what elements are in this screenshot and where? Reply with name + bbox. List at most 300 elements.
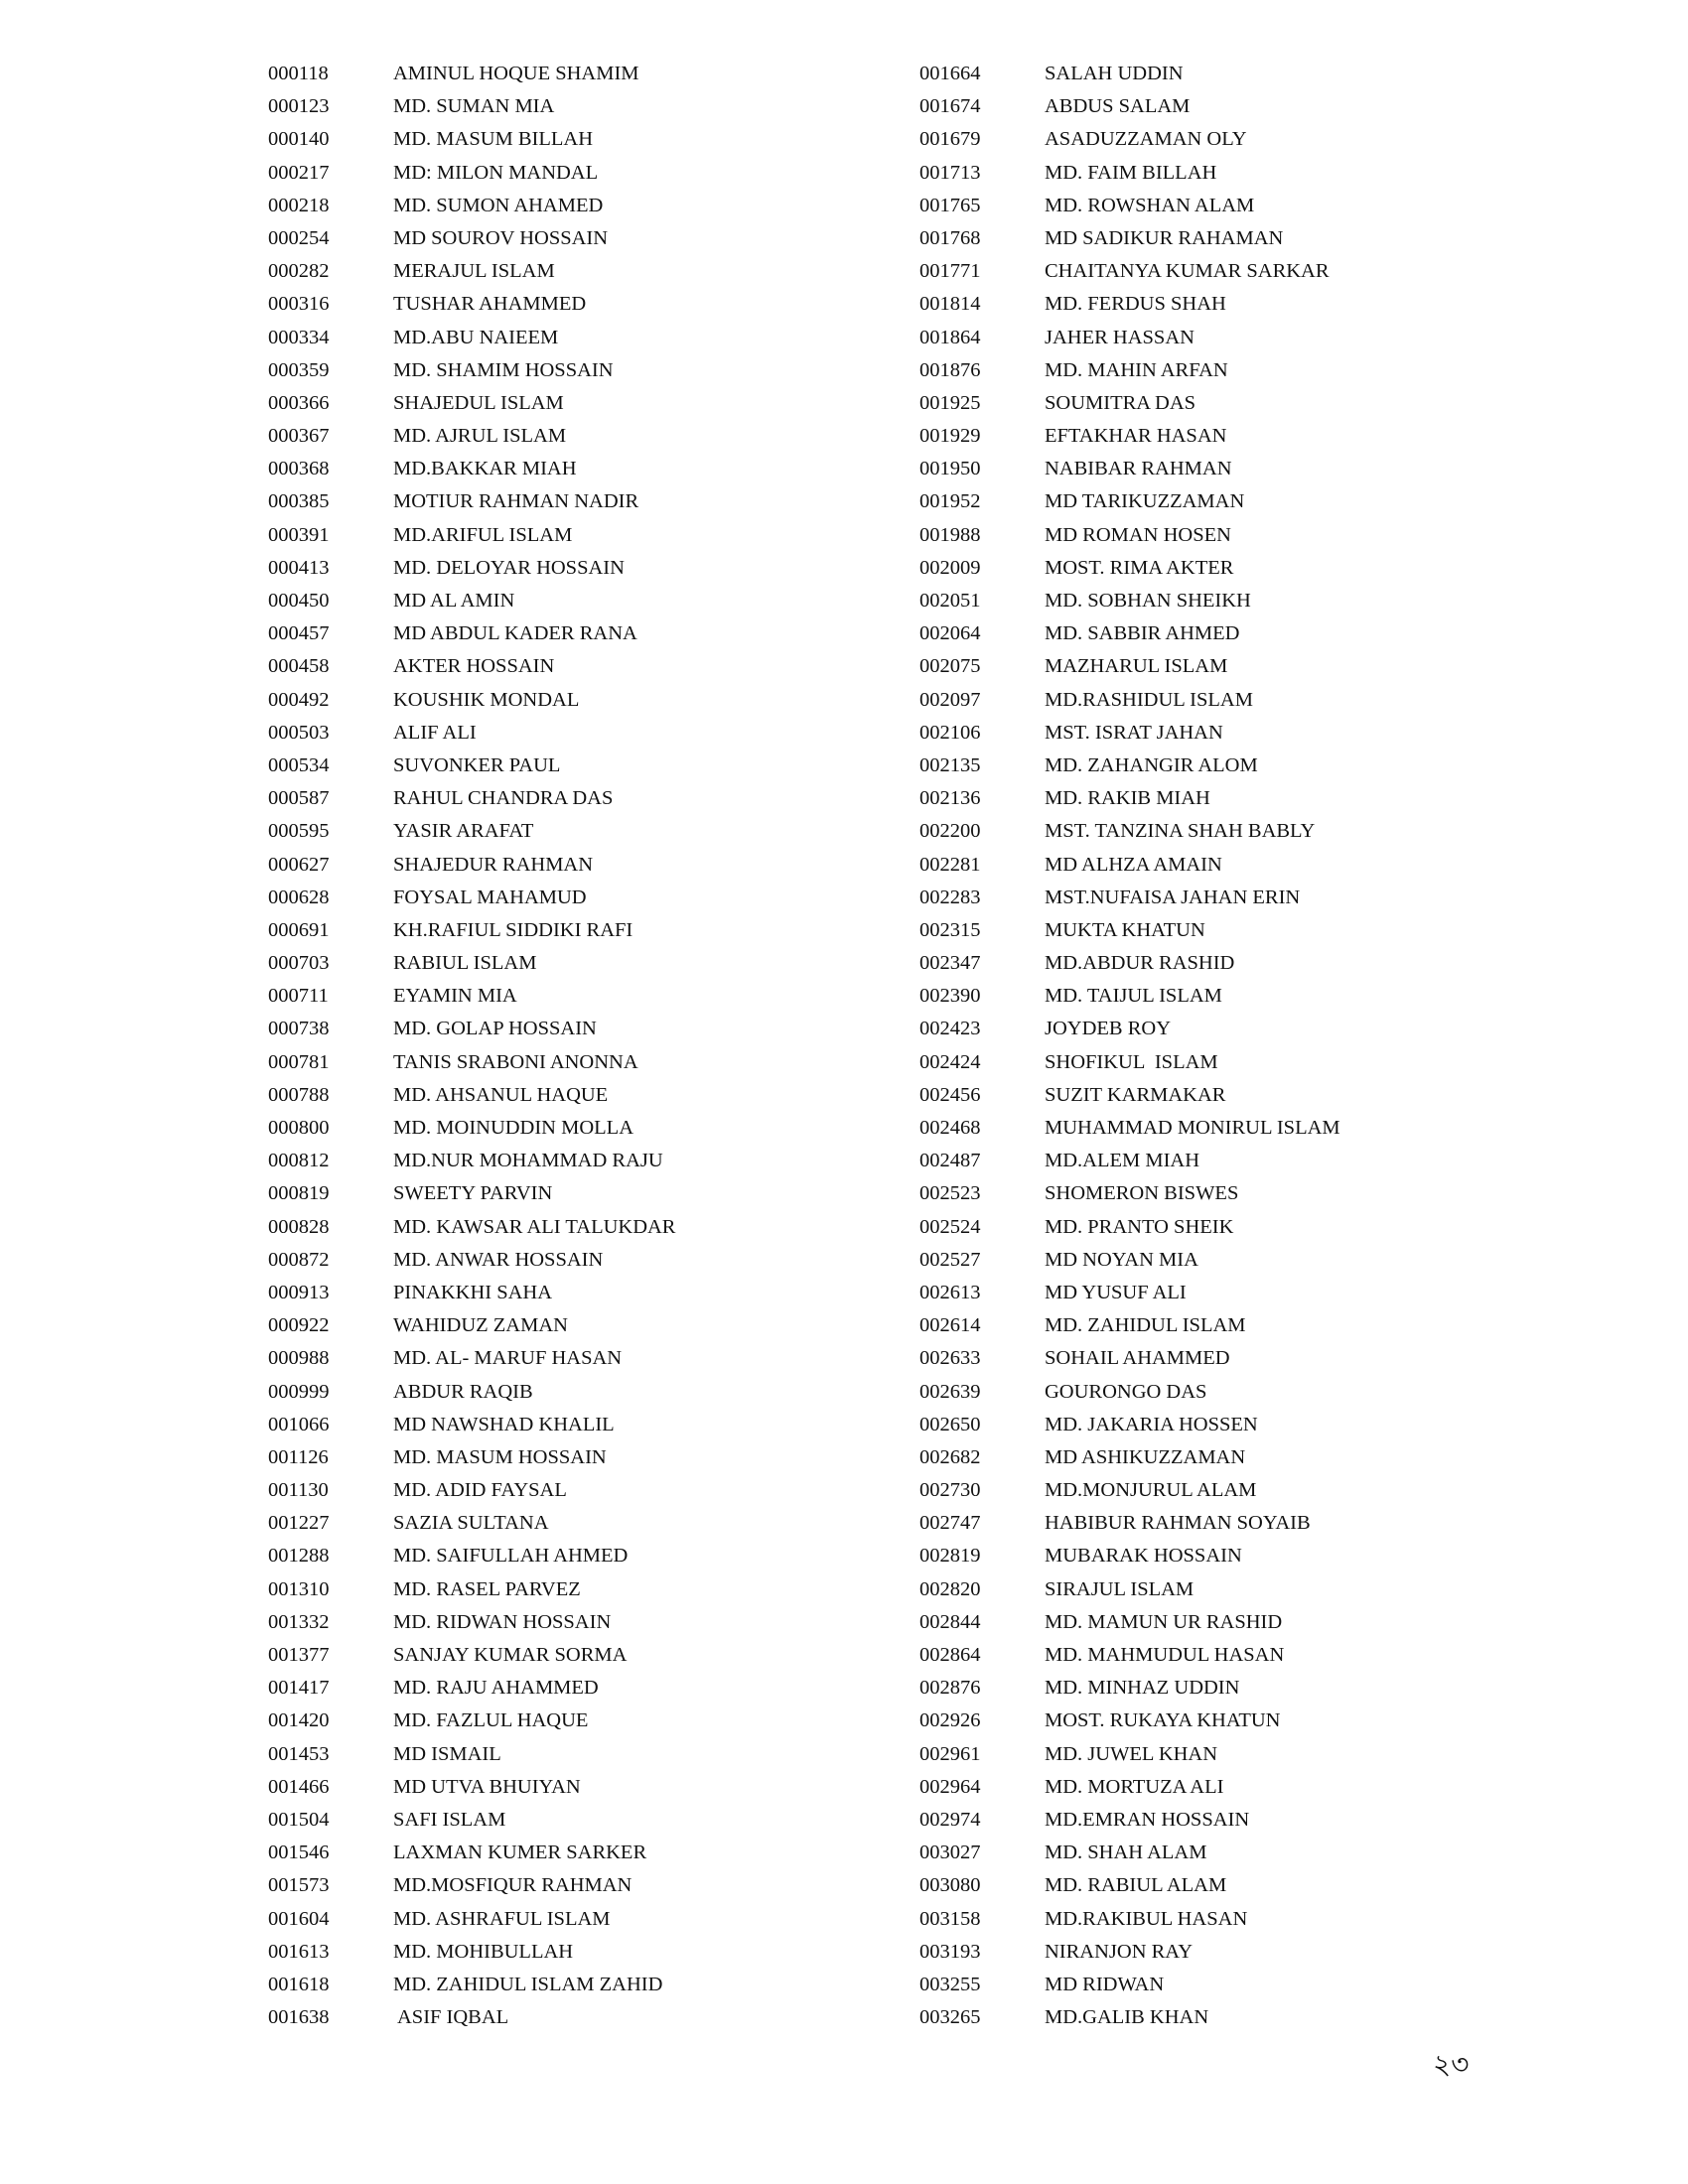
list-item <box>919 1342 1442 1375</box>
candidate-name: SHOFIKUL ISLAM <box>1045 1050 1218 1073</box>
candidate-name: MD. SHAH ALAM <box>1045 1842 1207 1864</box>
roll-number: 000367 <box>268 425 330 448</box>
candidate-name: NIRANJON RAY <box>1045 1940 1194 1963</box>
roll-number: 002613 <box>919 1281 981 1303</box>
list-item <box>919 980 1442 1013</box>
list-item <box>268 1046 790 1079</box>
candidate-name: MD. ZAHANGIR ALOM <box>1045 753 1258 776</box>
roll-number: 000458 <box>268 655 330 678</box>
candidate-name: MD.NUR MOHAMMAD RAJU <box>393 1150 663 1172</box>
candidate-name: MD. MOHIBULLAH <box>393 1940 574 1963</box>
candidate-name: WAHIDUZ ZAMAN <box>393 1314 568 1337</box>
candidate-name: SUVONKER PAUL <box>393 753 561 776</box>
list-item <box>919 585 1442 617</box>
list-item <box>919 1145 1442 1177</box>
list-item <box>268 222 790 255</box>
candidate-name: MUKTA KHATUN <box>1045 918 1205 941</box>
list-item <box>919 552 1442 585</box>
roll-number: 002820 <box>919 1577 981 1600</box>
candidate-name: ASADUZZAMAN OLY <box>1045 128 1247 151</box>
candidate-name: MD. RASEL PARVEZ <box>393 1577 581 1600</box>
list-item <box>919 1409 1442 1441</box>
candidate-name: MD.ALEM MIAH <box>1045 1150 1200 1172</box>
roll-number: 002747 <box>919 1512 981 1535</box>
list-item <box>268 1705 790 1737</box>
roll-number: 000334 <box>268 326 330 348</box>
candidate-name: FOYSAL MAHAMUD <box>393 886 587 908</box>
roll-number: 002964 <box>919 1775 981 1798</box>
candidate-name: MD ABDUL KADER RANA <box>393 622 637 645</box>
candidate-name: KOUSHIK MONDAL <box>393 688 580 711</box>
roll-number: 001950 <box>919 458 981 480</box>
list-item <box>919 1705 1442 1737</box>
candidate-name: MD. RAJU AHAMMED <box>393 1677 599 1700</box>
candidate-name: MD. SUMAN MIA <box>393 95 555 118</box>
list-item <box>268 617 790 650</box>
roll-number: 000359 <box>268 358 330 381</box>
roll-number: 003027 <box>919 1842 981 1864</box>
list-item <box>919 1738 1442 1771</box>
list-item <box>919 815 1442 848</box>
roll-number: 001768 <box>919 226 981 249</box>
candidate-name: MD. MASUM BILLAH <box>393 128 594 151</box>
candidate-name: MD. SOBHAN SHEIKH <box>1045 590 1251 612</box>
list-item <box>919 1507 1442 1540</box>
roll-number: 001925 <box>919 391 981 414</box>
roll-number: 001613 <box>268 1940 330 1963</box>
roll-number: 001664 <box>919 63 981 84</box>
candidate-name: MERAJUL ISLAM <box>393 260 555 283</box>
list-item <box>268 1507 790 1540</box>
candidate-name: MD.RASHIDUL ISLAM <box>1045 688 1253 711</box>
roll-number: 000282 <box>268 260 330 283</box>
list-item <box>268 1771 790 1804</box>
roll-number: 001988 <box>919 523 981 546</box>
roll-number: 002819 <box>919 1545 981 1568</box>
candidate-name: MD ASHIKUZZAMAN <box>1045 1445 1246 1468</box>
roll-number: 002390 <box>919 985 981 1008</box>
list-item <box>268 1277 790 1309</box>
roll-number: 002487 <box>919 1150 981 1172</box>
roll-number: 000988 <box>268 1347 330 1370</box>
roll-number: 000999 <box>268 1380 330 1403</box>
candidate-name: SIRAJUL ISLAM <box>1045 1577 1195 1600</box>
roll-number: 001288 <box>268 1545 330 1568</box>
candidate-name: MOST. RIMA AKTER <box>1045 556 1234 579</box>
roll-number: 001814 <box>919 293 981 316</box>
list-item <box>919 947 1442 980</box>
roll-number: 000385 <box>268 490 330 513</box>
candidate-name: MD NOYAN MIA <box>1045 1248 1198 1271</box>
candidate-name: MD ISMAIL <box>393 1742 501 1765</box>
roll-number: 001377 <box>268 1644 330 1666</box>
roll-number: 000457 <box>268 622 330 645</box>
candidate-name: MD. SHAMIM HOSSAIN <box>393 358 614 381</box>
candidate-name: MD. ANWAR HOSSAIN <box>393 1248 604 1271</box>
list-item <box>268 1573 790 1606</box>
roll-number: 001771 <box>919 260 981 283</box>
roll-number: 002347 <box>919 952 981 975</box>
candidate-name: MD. PRANTO SHEIK <box>1045 1215 1234 1238</box>
list-item <box>268 1869 790 1902</box>
candidate-name: MUHAMMAD MONIRUL ISLAM <box>1045 1117 1340 1139</box>
list-item <box>919 485 1442 518</box>
candidate-name: SOHAIL AHAMMED <box>1045 1347 1230 1370</box>
roll-number: 001573 <box>268 1874 330 1897</box>
candidate-name: TUSHAR AHAMMED <box>393 293 587 316</box>
candidate-name: SANJAY KUMAR SORMA <box>393 1644 628 1666</box>
candidate-name: MD.EMRAN HOSSAIN <box>1045 1808 1250 1831</box>
list-item <box>268 322 790 354</box>
roll-number: 002106 <box>919 721 981 744</box>
list-item <box>919 420 1442 453</box>
list-item <box>268 1342 790 1375</box>
candidate-name: MD. AHSANUL HAQUE <box>393 1083 609 1106</box>
candidate-name: MD. JUWEL KHAN <box>1045 1742 1218 1765</box>
roll-number: 002456 <box>919 1083 981 1106</box>
roll-number: 002524 <box>919 1215 981 1238</box>
roll-number: 002974 <box>919 1808 981 1831</box>
list-item <box>919 1079 1442 1112</box>
list-item <box>268 519 790 552</box>
list-item <box>268 684 790 717</box>
candidate-name: SAFI ISLAM <box>393 1808 506 1831</box>
candidate-name: MD. MORTUZA ALI <box>1045 1775 1224 1798</box>
candidate-name: MST. ISRAT JAHAN <box>1045 721 1223 744</box>
roll-number: 001765 <box>919 194 981 216</box>
candidate-name: KH.RAFIUL SIDDIKI RAFI <box>393 918 633 941</box>
candidate-name: MD. GOLAP HOSSAIN <box>393 1018 597 1040</box>
list-item <box>919 255 1442 288</box>
list-item <box>919 157 1442 190</box>
candidate-name: MD.BAKKAR MIAH <box>393 458 577 480</box>
roll-number: 001310 <box>268 1577 330 1600</box>
list-item <box>919 354 1442 387</box>
roll-number: 002064 <box>919 622 981 645</box>
candidate-name: MD. RABIUL ALAM <box>1045 1874 1227 1897</box>
list-item <box>268 1474 790 1507</box>
list-item <box>919 1244 1442 1277</box>
roll-number: 000711 <box>268 985 329 1008</box>
candidate-name: MD. FAZLUL HAQUE <box>393 1709 589 1732</box>
candidate-name: MD.ABU NAIEEM <box>393 326 559 348</box>
candidate-name: SALAH UDDIN <box>1045 63 1184 84</box>
roll-number: 001713 <box>919 161 981 184</box>
candidate-name: MST.NUFAISA JAHAN ERIN <box>1045 886 1301 908</box>
candidate-name: MD.ABDUR RASHID <box>1045 952 1235 975</box>
candidate-name: SHAJEDUR RAHMAN <box>393 853 594 876</box>
candidate-name: MD. ADID FAYSAL <box>393 1479 567 1502</box>
roll-number: 000913 <box>268 1281 330 1303</box>
list-item <box>919 1177 1442 1210</box>
roll-number: 001066 <box>268 1413 330 1435</box>
roll-number: 000781 <box>268 1050 330 1073</box>
roll-number: 001332 <box>268 1610 330 1633</box>
left-candidate-column <box>268 58 790 2034</box>
candidate-name: MAZHARUL ISLAM <box>1045 655 1228 678</box>
list-item <box>268 717 790 750</box>
roll-number: 000366 <box>268 391 330 414</box>
list-item <box>919 684 1442 717</box>
list-item <box>268 1376 790 1409</box>
roll-number: 001453 <box>268 1742 330 1765</box>
candidate-name: MD NAWSHAD KHALIL <box>393 1413 615 1435</box>
candidate-name: YASIR ARAFAT <box>393 820 534 843</box>
list-item <box>268 882 790 914</box>
roll-number: 003255 <box>919 1973 981 1995</box>
candidate-name: MD. SABBIR AHMED <box>1045 622 1240 645</box>
list-item <box>268 980 790 1013</box>
list-item <box>268 782 790 815</box>
list-item <box>268 1903 790 1936</box>
candidate-name: SHAJEDUL ISLAM <box>393 391 564 414</box>
list-item <box>919 1441 1442 1474</box>
list-item <box>268 1211 790 1244</box>
candidate-name: ALIF ALI <box>393 721 477 744</box>
candidate-name: MD. AL- MARUF HASAN <box>393 1347 623 1370</box>
list-item <box>268 453 790 485</box>
list-item <box>919 1869 1442 1902</box>
roll-number: 002423 <box>919 1018 981 1040</box>
roll-number: 000587 <box>268 787 330 810</box>
candidate-name: MD. ZAHIDUL ISLAM <box>1045 1314 1246 1337</box>
list-item <box>919 1540 1442 1572</box>
candidate-name: CHAITANYA KUMAR SARKAR <box>1045 260 1330 283</box>
candidate-name: ABDUS SALAM <box>1045 95 1191 118</box>
roll-number: 001466 <box>268 1775 330 1798</box>
roll-number: 000503 <box>268 721 330 744</box>
roll-number: 003158 <box>919 1907 981 1930</box>
list-item <box>268 1177 790 1210</box>
list-item <box>268 190 790 222</box>
candidate-name: AKTER HOSSAIN <box>393 655 555 678</box>
roll-number: 000819 <box>268 1182 330 1205</box>
roll-number: 002682 <box>919 1445 981 1468</box>
list-item <box>919 1672 1442 1705</box>
list-item <box>919 190 1442 222</box>
candidate-name: MD.MOSFIQUR RAHMAN <box>393 1874 633 1897</box>
candidate-name: ASIF IQBAL <box>393 2006 509 2029</box>
roll-number: 001417 <box>268 1677 330 1700</box>
roll-number: 000872 <box>268 1248 330 1271</box>
roll-number: 002864 <box>919 1644 981 1666</box>
roll-number: 002051 <box>919 590 981 612</box>
roll-number: 000628 <box>268 886 330 908</box>
candidate-name: TANIS SRABONI ANONNA <box>393 1050 638 1073</box>
candidate-name: JAHER HASSAN <box>1045 326 1195 348</box>
list-item <box>268 255 790 288</box>
list-item <box>268 1804 790 1837</box>
candidate-name: NABIBAR RAHMAN <box>1045 458 1232 480</box>
list-item <box>919 1969 1442 2001</box>
candidate-name: MD SADIKUR RAHAMAN <box>1045 226 1284 249</box>
roll-number: 000534 <box>268 753 330 776</box>
list-item <box>919 288 1442 321</box>
list-item <box>268 815 790 848</box>
roll-number: 002136 <box>919 787 981 810</box>
candidate-name: LAXMAN KUMER SARKER <box>393 1842 647 1864</box>
list-item <box>919 322 1442 354</box>
candidate-name: MD ROMAN HOSEN <box>1045 523 1231 546</box>
list-item <box>268 1441 790 1474</box>
roll-number: 001227 <box>268 1512 330 1535</box>
roll-number: 000691 <box>268 918 330 941</box>
list-item <box>268 1969 790 2001</box>
list-item <box>268 1244 790 1277</box>
candidate-name: MD. SAIFULLAH AHMED <box>393 1545 629 1568</box>
roll-number: 001638 <box>268 2006 330 2029</box>
roll-number: 001929 <box>919 425 981 448</box>
roll-number: 000118 <box>268 63 329 84</box>
candidate-name: SUZIT KARMAKAR <box>1045 1083 1226 1106</box>
candidate-name: MD. JAKARIA HOSSEN <box>1045 1413 1258 1435</box>
list-item <box>919 617 1442 650</box>
list-item <box>268 485 790 518</box>
list-item <box>268 123 790 156</box>
candidate-name: MD. MAHIN ARFAN <box>1045 358 1228 381</box>
candidate-name: MD. ROWSHAN ALAM <box>1045 194 1255 216</box>
list-item <box>919 90 1442 123</box>
list-item <box>268 2001 790 2034</box>
list-item <box>919 222 1442 255</box>
candidate-name: MD. DELOYAR HOSSAIN <box>393 556 625 579</box>
roll-number: 000627 <box>268 853 330 876</box>
roll-number: 001130 <box>268 1479 329 1502</box>
list-item <box>919 2001 1442 2034</box>
list-item <box>268 1309 790 1342</box>
roll-number: 002283 <box>919 886 981 908</box>
list-item <box>268 1145 790 1177</box>
list-item <box>919 1046 1442 1079</box>
list-item <box>919 914 1442 947</box>
roll-number: 003265 <box>919 2006 981 2029</box>
roll-number: 001546 <box>268 1842 330 1864</box>
roll-number: 002844 <box>919 1610 981 1633</box>
candidate-name: MD RIDWAN <box>1045 1973 1165 1995</box>
list-item <box>268 157 790 190</box>
list-item <box>268 947 790 980</box>
roll-number: 000217 <box>268 161 330 184</box>
candidate-name: RAHUL CHANDRA DAS <box>393 787 614 810</box>
list-item <box>919 519 1442 552</box>
list-item <box>268 1606 790 1639</box>
roll-number: 000788 <box>268 1083 330 1106</box>
roll-number: 000812 <box>268 1150 330 1172</box>
candidate-name: MD YUSUF ALI <box>1045 1281 1187 1303</box>
page-number: ২৩ <box>1433 2050 1470 2081</box>
right-candidate-column <box>919 58 1442 2034</box>
list-item <box>268 1672 790 1705</box>
candidate-name: AMINUL HOQUE SHAMIM <box>393 63 639 84</box>
list-item <box>268 650 790 683</box>
candidate-name: MD. AJRUL ISLAM <box>393 425 567 448</box>
candidate-name: HABIBUR RAHMAN SOYAIB <box>1045 1512 1311 1535</box>
roll-number: 001876 <box>919 358 981 381</box>
list-item <box>919 1211 1442 1244</box>
list-item <box>919 1903 1442 1936</box>
list-item <box>268 849 790 882</box>
list-item <box>268 1936 790 1969</box>
list-item <box>919 1112 1442 1145</box>
roll-number: 000140 <box>268 128 330 151</box>
candidate-name: MD. MASUM HOSSAIN <box>393 1445 607 1468</box>
roll-number: 002200 <box>919 820 981 843</box>
candidate-name: MD.RAKIBUL HASAN <box>1045 1907 1248 1930</box>
roll-number: 000123 <box>268 95 330 118</box>
roll-number: 001504 <box>268 1808 330 1831</box>
roll-number: 000800 <box>268 1117 330 1139</box>
list-item <box>919 750 1442 782</box>
candidate-name: MD. ASHRAFUL ISLAM <box>393 1907 611 1930</box>
list-item <box>919 58 1442 90</box>
list-item <box>919 717 1442 750</box>
list-item <box>268 1738 790 1771</box>
roll-number: 000413 <box>268 556 330 579</box>
roll-number: 002097 <box>919 688 981 711</box>
list-item <box>919 1474 1442 1507</box>
list-item <box>919 1837 1442 1869</box>
candidate-name: MD. RAKIB MIAH <box>1045 787 1210 810</box>
roll-number: 001126 <box>268 1445 329 1468</box>
roll-number: 002730 <box>919 1479 981 1502</box>
roll-number: 000492 <box>268 688 330 711</box>
candidate-name: MD. TAIJUL ISLAM <box>1045 985 1222 1008</box>
roll-number: 000828 <box>268 1215 330 1238</box>
list-item <box>268 552 790 585</box>
list-item <box>268 1112 790 1145</box>
candidate-name: MD. MINHAZ UDDIN <box>1045 1677 1240 1700</box>
roll-number: 002527 <box>919 1248 981 1271</box>
candidate-name: SWEETY PARVIN <box>393 1182 553 1205</box>
candidate-name: MUBARAK HOSSAIN <box>1045 1545 1242 1568</box>
roll-number: 001618 <box>268 1973 330 1995</box>
candidate-name: MD SOUROV HOSSAIN <box>393 226 609 249</box>
list-item <box>268 914 790 947</box>
roll-number: 000254 <box>268 226 330 249</box>
list-item <box>268 1013 790 1045</box>
candidate-name: RABIUL ISLAM <box>393 952 537 975</box>
roll-number: 000391 <box>268 523 330 546</box>
candidate-name: MOTIUR RAHMAN NADIR <box>393 490 639 513</box>
roll-number: 003080 <box>919 1874 981 1897</box>
list-item <box>268 387 790 420</box>
candidate-name: MD: MILON MANDAL <box>393 161 599 184</box>
candidate-name: SHOMERON BISWES <box>1045 1182 1239 1205</box>
roll-number: 002281 <box>919 853 981 876</box>
candidate-name: MOST. RUKAYA KHATUN <box>1045 1709 1281 1732</box>
list-item <box>919 849 1442 882</box>
candidate-name: MD. FERDUS SHAH <box>1045 293 1226 316</box>
list-item <box>268 288 790 321</box>
roll-number: 002009 <box>919 556 981 579</box>
candidate-name: MD. MAHMUDUL HASAN <box>1045 1644 1285 1666</box>
roll-number: 000922 <box>268 1314 330 1337</box>
roll-number: 002926 <box>919 1709 981 1732</box>
candidate-name: JOYDEB ROY <box>1045 1018 1171 1040</box>
roll-number: 000368 <box>268 458 330 480</box>
candidate-name: MD. KAWSAR ALI TALUKDAR <box>393 1215 676 1238</box>
candidate-name: MD.GALIB KHAN <box>1045 2006 1209 2029</box>
roll-number: 002135 <box>919 753 981 776</box>
list-item <box>268 420 790 453</box>
roll-number: 002650 <box>919 1413 981 1435</box>
roll-number: 001674 <box>919 95 981 118</box>
candidate-name: SAZIA SULTANA <box>393 1512 549 1535</box>
roll-number: 000738 <box>268 1018 330 1040</box>
roll-number: 001604 <box>268 1907 330 1930</box>
candidate-name: MD. MOINUDDIN MOLLA <box>393 1117 633 1139</box>
list-item <box>268 750 790 782</box>
